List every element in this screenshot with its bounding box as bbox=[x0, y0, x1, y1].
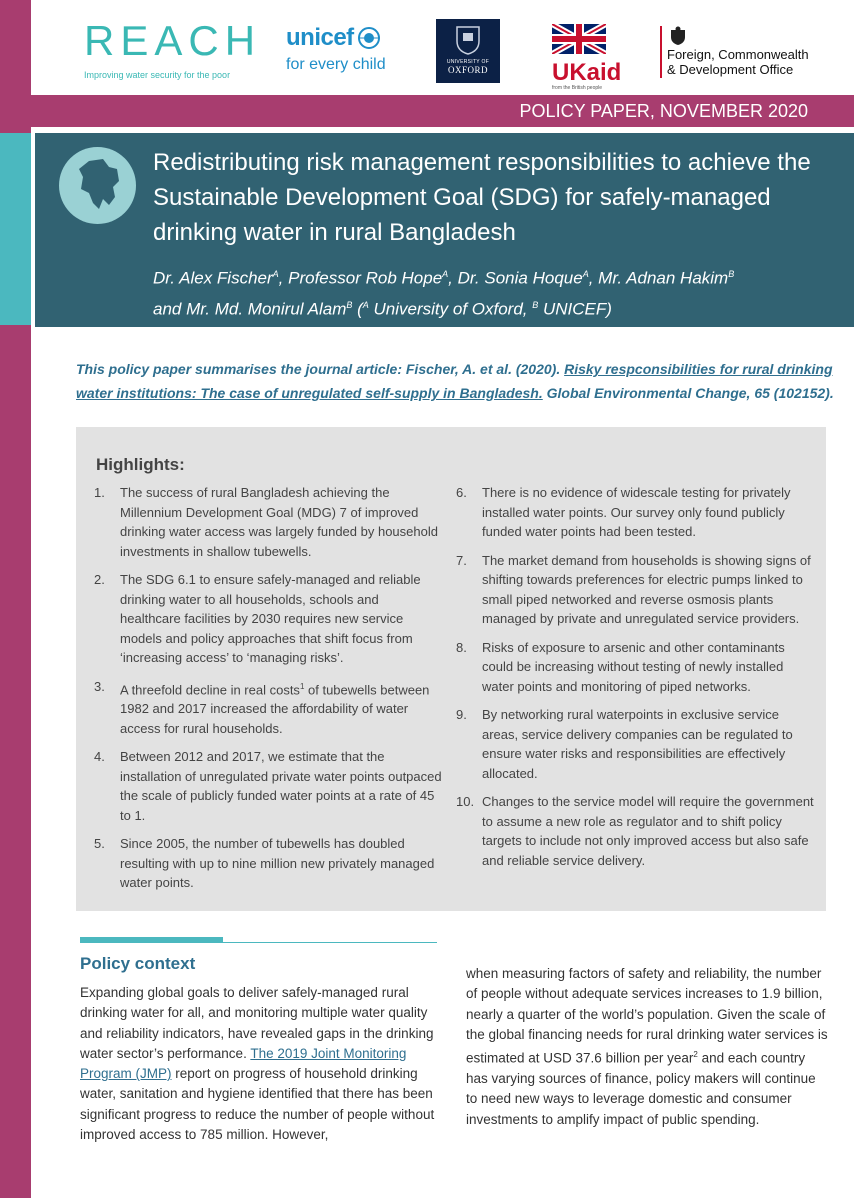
policy-context-column-left: Expanding global goals to deliver safely-managed rural drinking water for all, and monitoring multiple water quality and reliability indicators, have revealed gaps in the drinking water sector’s performance. The 2019 Joint Monitoring Program (JMP) report on progress of household drinking water, sanitation and hygiene identified that there has been significant progress to reduce the number of people without improved access to 785 million. However, bbox=[80, 985, 435, 1143]
banner-text: POLICY PAPER, NOVEMBER 2020 bbox=[519, 101, 808, 121]
ukaid-tagline: from the British people bbox=[552, 85, 603, 91]
highlight-item: 4. Between 2012 and 2017, we estimate that the installation of unregulated private water points outpaced the scale of publicly funded water points at a rate of 45 to 1. bbox=[94, 749, 442, 823]
highlight-item: 8. Risks of exposure to arsenic and other contaminants could be increasing without testing of newly installed water points and monitoring of piped networks. bbox=[456, 639, 785, 694]
highlight-item: 2. The SDG 6.1 to ensure safely-managed and reliable drinking water to all households, schools and healthcare facilities by 2030 requires new service models and policy approaches that shift focus from ‘increasing access’ to ‘managing risks’. bbox=[94, 572, 421, 665]
royal-arms-icon bbox=[668, 26, 688, 46]
ukaid-logo-text: UKaid bbox=[552, 59, 622, 86]
jmp-report-link[interactable]: The 2019 Joint Monitoring Program (JMP) bbox=[80, 1045, 407, 1082]
highlight-item: 5. Since 2005, the number of tubewells has doubled resulting with up to nine million new privately managed water points. bbox=[94, 836, 435, 891]
unicef-logo bbox=[286, 24, 386, 74]
affiliation-unicef: UNICEF bbox=[543, 299, 607, 319]
highlights-column-right bbox=[456, 483, 818, 879]
journal-article-link[interactable]: Risky respconsibilities for rural drinking water institutions: The case of unregulated self-supply in Bangladesh. bbox=[76, 361, 833, 401]
affiliation-oxford: University of Oxford bbox=[373, 299, 523, 319]
author-hakim: Mr. Adnan Hakim bbox=[598, 268, 729, 288]
page-title: Redistributing risk management responsibilities to achieve the Sustainable Development Goal (SDG) for safely-managed drinking water in rural Bangladesh bbox=[153, 149, 811, 246]
author-fischer: Dr. Alex Fischer bbox=[153, 268, 273, 288]
reach-logo bbox=[84, 17, 262, 80]
summary-lead: This policy paper summarises the journal article: Fischer, A. et al. (2020). bbox=[76, 361, 561, 377]
highlight-item: 9. By networking rural waterpoints in exclusive service areas, service delivery companies can be regulated to ensure water risks and responsibilities are effectively allocated. bbox=[456, 707, 793, 781]
fcdo-rule bbox=[660, 26, 662, 78]
highlight-item: 6. There is no evidence of widescale testing for privately installed water points. Our survey only found publicly funded water points had been tested. bbox=[456, 485, 791, 539]
fcdo-line2: & Development Office bbox=[667, 61, 794, 77]
unicef-globe-icon bbox=[357, 26, 381, 50]
title-block bbox=[35, 133, 854, 327]
highlights-box bbox=[76, 427, 826, 911]
oxford-logo-line2: OXFORD bbox=[447, 65, 488, 75]
summary-tail: Global Environmental Change, 65 (102152). bbox=[546, 385, 834, 401]
oxford-logo-line1: UNIVERSITY OF bbox=[446, 59, 490, 65]
oxford-logo bbox=[436, 19, 500, 83]
policy-paper-banner bbox=[31, 95, 854, 127]
fcdo-line1: Foreign, Commonwealth bbox=[667, 47, 809, 62]
author-hoque: Dr. Sonia Hoque bbox=[457, 268, 583, 288]
section-rule-accent bbox=[80, 937, 223, 943]
policy-context-column-right: when measuring factors of safety and reliability, the number of people without adequate services increases to 1.9 billion, nearly a quarter of the world’s population. Given the scale of the global financing needs for rural drinking water services is estimated at USD 37.6 billion per year$^2$ and each country has varying sources of finance, policy makers will continue to need new ways to leverage domestic and consumer investments to amplify impact of public spending. bbox=[466, 966, 828, 1127]
highlight-item: 7. The market demand from households is showing signs of shifting towards preferences for electric pumps linked to small piped networked and reverse osmosis plants managed by private and unregulated service providers. bbox=[456, 552, 811, 626]
author-hope: Professor Rob Hope bbox=[288, 268, 443, 288]
policy-context-heading: Policy context bbox=[80, 954, 196, 973]
highlights-heading: Highlights: bbox=[96, 455, 185, 474]
bangladesh-map-icon bbox=[59, 147, 136, 224]
author-list: Dr. Alex Fischer$^A$, Professor Rob Hope$^A$, Dr. Sonia Hoque$^A$, Mr. Adnan Hakim$^B$ and Mr. Md. Monirul Alam$^B$ ($^A$ University of Oxford, $^B$ UNICEF) bbox=[153, 268, 735, 319]
highlight-item: 1. The success of rural Bangladesh achieving the Millennium Development Goal (MDG) 7 of improved drinking water access was largely funded by household investments in shallow tubewells. bbox=[94, 485, 438, 559]
highlight-item: 10. Changes to the service model will require the government to assume a new role as regulator and to shift policy targets to include not only improved access but also safe and reliable service delivery. bbox=[456, 794, 814, 868]
unicef-tagline: for every child bbox=[286, 56, 386, 73]
ukaid-logo bbox=[552, 24, 621, 91]
highlight-item: 3. A threefold decline in real costs$^1$ of tubewells between 1982 and 2017 increased the affordability of water access for rural households. bbox=[94, 678, 430, 736]
unicef-logo-text: unicef bbox=[286, 24, 354, 51]
section-rule bbox=[223, 942, 437, 943]
fcdo-logo bbox=[660, 26, 809, 78]
oxford-crest-icon bbox=[455, 25, 481, 55]
union-flag-icon bbox=[552, 24, 606, 54]
reach-tagline: Improving water security for the poor bbox=[84, 70, 231, 80]
left-accent-bar-teal bbox=[0, 133, 31, 325]
highlights-column-left bbox=[94, 483, 442, 902]
summary-paragraph bbox=[76, 357, 836, 405]
reach-logo-text: REACH bbox=[84, 17, 262, 64]
author-alam: Mr. Md. Monirul Alam bbox=[186, 299, 347, 319]
